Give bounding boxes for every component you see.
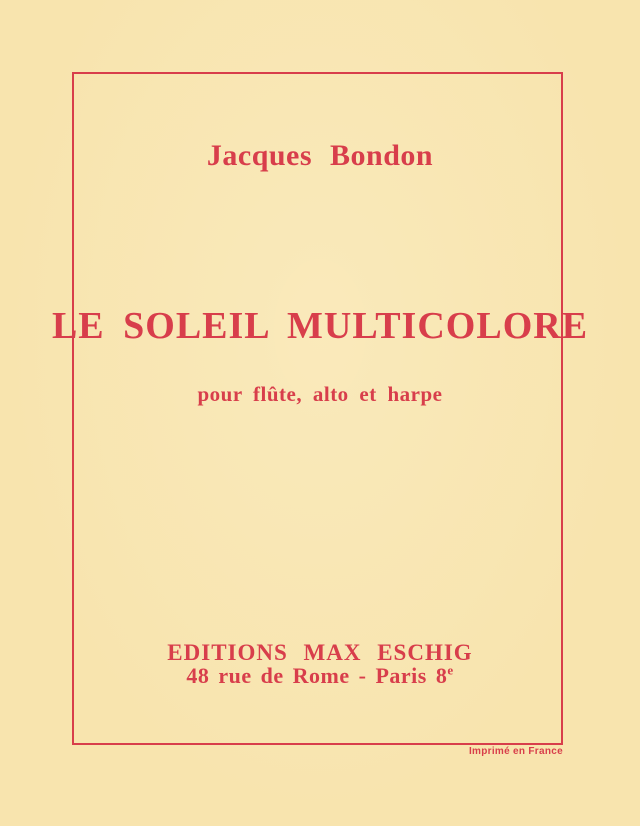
composer-name: Jacques Bondon [206, 139, 434, 172]
publisher-address-superscript: e [447, 662, 454, 678]
publisher-address [0, 662, 640, 688]
imprint-note: Imprimé en France [468, 746, 563, 757]
publisher-name: EDITIONS MAX ESCHIG [167, 640, 473, 665]
publisher-address-text: 48 rue de Rome - Paris 8 [186, 663, 448, 688]
instrumentation-subtitle: pour flûte, alto et harpe [197, 382, 443, 406]
work-title: LE SOLEIL MULTICOLORE [51, 305, 589, 347]
